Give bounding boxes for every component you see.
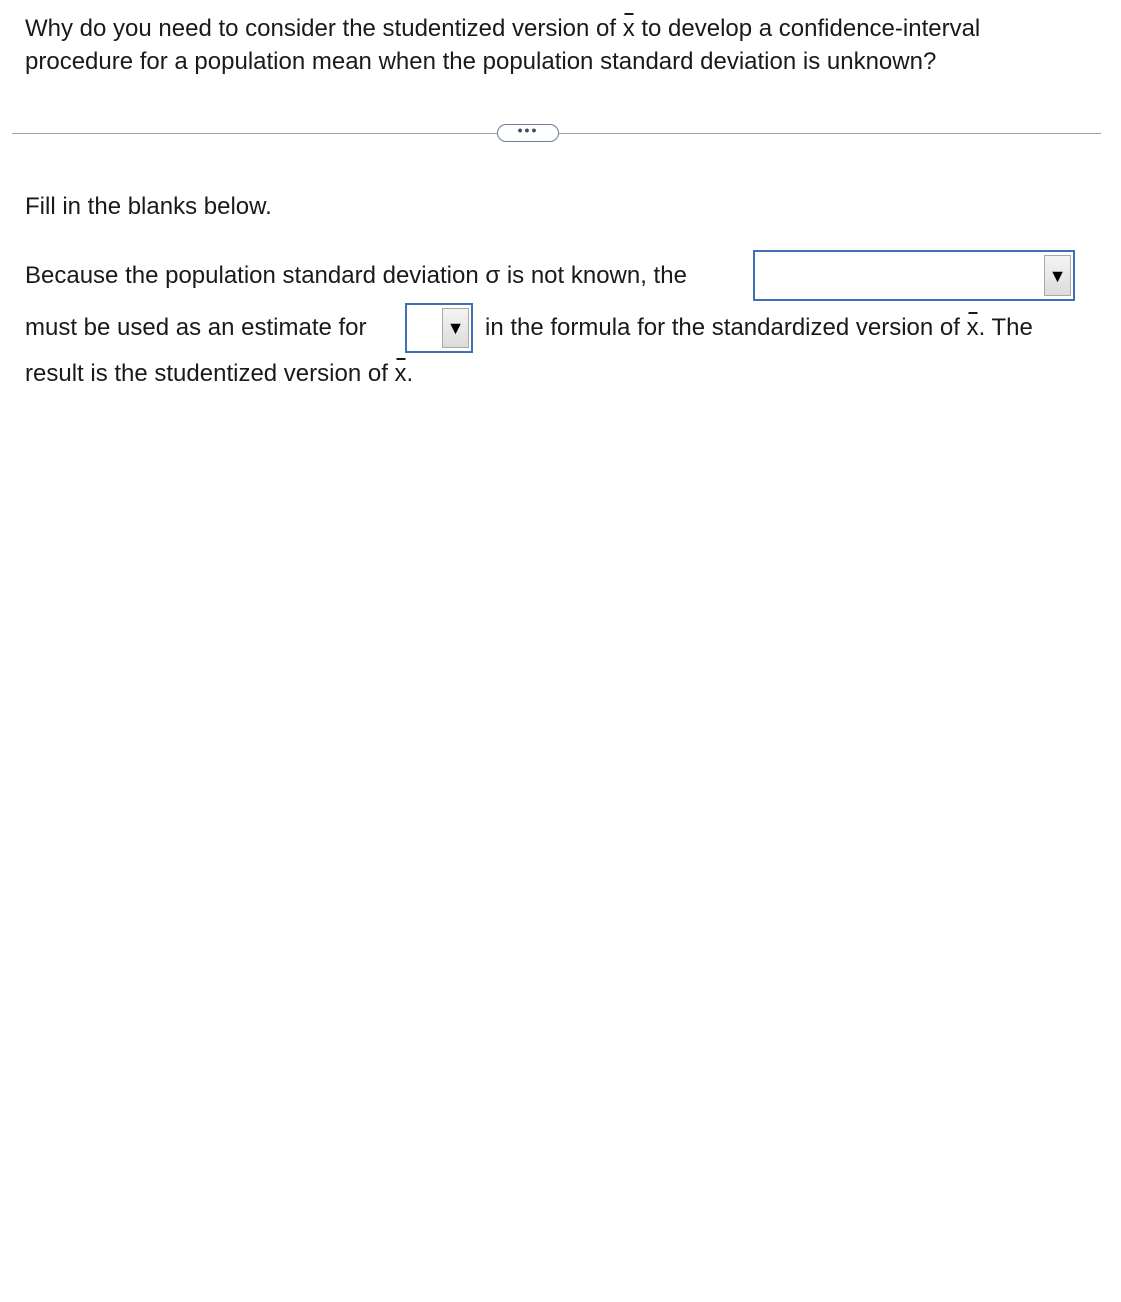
expand-button[interactable]	[497, 124, 559, 142]
sentence-part2: must be used as an estimate for	[25, 314, 367, 341]
sentence-part3	[485, 311, 1033, 344]
question-text-after: to develop a confidence-interval procedure for a population mean when the population standard deviation is unknown?	[25, 15, 981, 75]
sentence-part4	[25, 357, 413, 390]
sentence-part3-after: . The	[978, 314, 1033, 341]
question-text-before: Why do you need to consider the studentized version of	[25, 15, 623, 42]
sentence-part4-before: result is the studentized version of	[25, 360, 395, 387]
estimator-dropdown[interactable]	[753, 250, 1075, 301]
sentence-part4-after: .	[406, 360, 414, 387]
x-bar-symbol: x	[395, 357, 407, 390]
dropdown-arrow-button[interactable]	[1044, 255, 1071, 296]
sentence-part1: Because the population standard deviation σ is not known, the	[25, 262, 687, 289]
question-text	[25, 12, 1085, 78]
triangle-down-icon: ▼	[446, 318, 465, 338]
ellipsis-icon: •••	[517, 122, 539, 138]
sentence-part3-before: in the formula for the standardized version of	[485, 314, 967, 341]
parameter-dropdown[interactable]	[405, 303, 473, 353]
instructions-text: Fill in the blanks below.	[25, 193, 272, 220]
x-bar-symbol: x	[623, 12, 635, 45]
dropdown-arrow-button[interactable]	[442, 308, 469, 348]
triangle-down-icon: ▼	[1048, 265, 1067, 286]
x-bar-symbol: x	[967, 311, 979, 344]
